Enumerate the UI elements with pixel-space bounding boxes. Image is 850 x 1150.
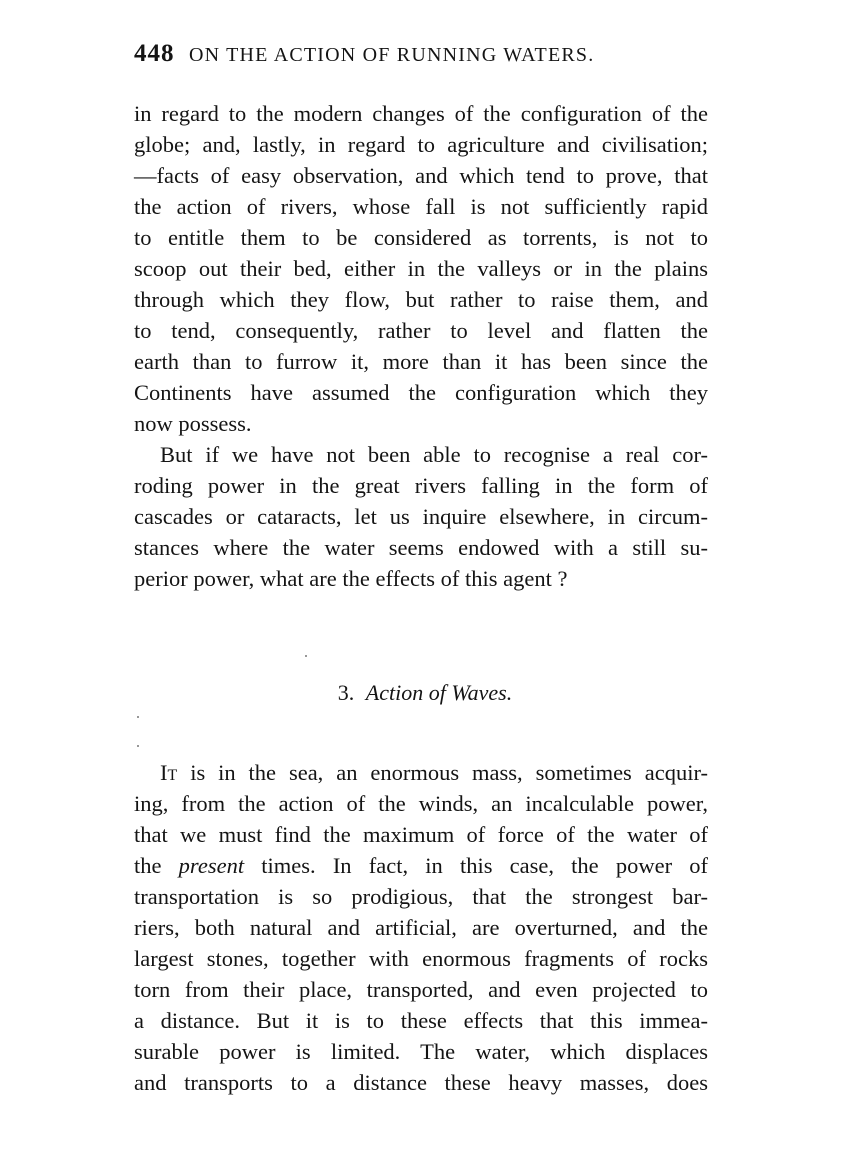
text-line: earth than to furrow it, more than it has been since the	[134, 349, 708, 374]
text-line: a distance. But it is to these effects that this immea-	[134, 1008, 708, 1033]
print-speck	[137, 745, 139, 747]
text-line	[160, 758, 708, 788]
text-line: now possess.	[134, 411, 252, 436]
text-line: in regard to the modern changes of the configuration of the	[134, 101, 708, 126]
text-line: largest stones, together with enormous fragments of rocks	[134, 946, 708, 971]
text-line: Continents have assumed the configuration which they	[134, 380, 708, 405]
text-line: But if we have not been able to recognise a real cor-	[160, 442, 708, 467]
text-line: perior power, what are the effects of this agent ?	[134, 566, 568, 591]
text-line: cascades or cataracts, let us inquire elsewhere, in circum-	[134, 504, 708, 529]
text-line: stances where the water seems endowed with a still su-	[134, 535, 708, 560]
text-line: riers, both natural and artificial, are overturned, and the	[134, 915, 708, 940]
text-line: ing, from the action of the winds, an incalculable power,	[134, 791, 708, 816]
text-line: through which they flow, but rather to raise them, and	[134, 287, 708, 312]
text-span: is in the sea, an enormous mass, sometimes acquir-	[177, 760, 708, 785]
text-line: to tend, consequently, rather to level and flatten the	[134, 318, 708, 343]
text-line: and transports to a distance these heavy masses, does	[134, 1070, 708, 1095]
text-line: scoop out their bed, either in the valleys or in the plains	[134, 256, 708, 281]
running-head	[134, 40, 714, 68]
text-line: surable power is limited. The water, which displaces	[134, 1039, 708, 1064]
text-line: the action of rivers, whose fall is not sufficiently rapid	[134, 194, 708, 219]
text-span: the	[134, 853, 179, 878]
text-line: roding power in the great rivers falling in the form of	[134, 473, 708, 498]
running-title: ON THE ACTION OF RUNNING WATERS.	[189, 44, 595, 66]
text-line: torn from their place, transported, and even projected to	[134, 977, 708, 1002]
text-line: globe; and, lastly, in regard to agriculture and civilisation;	[134, 132, 708, 157]
print-speck	[305, 655, 307, 657]
section-heading	[0, 680, 850, 706]
text-line: —facts of easy observation, and which tend to prove, that	[134, 163, 708, 188]
section-number: 3.	[337, 680, 355, 705]
text-line: that we must find the maximum of force of the water of	[134, 822, 708, 847]
text-line: transportation is so prodigious, that the strongest bar-	[134, 884, 708, 909]
dropcap-word: It	[160, 760, 178, 785]
section-title: Action of Waves.	[365, 680, 513, 705]
text-span: times. In fact, in this case, the power of	[244, 853, 708, 878]
text-line: to entitle them to be considered as torrents, is not to	[134, 225, 708, 250]
print-speck	[137, 716, 139, 718]
emphasis: present	[178, 853, 245, 878]
text-line	[134, 851, 708, 881]
page-number: 448	[134, 40, 175, 67]
